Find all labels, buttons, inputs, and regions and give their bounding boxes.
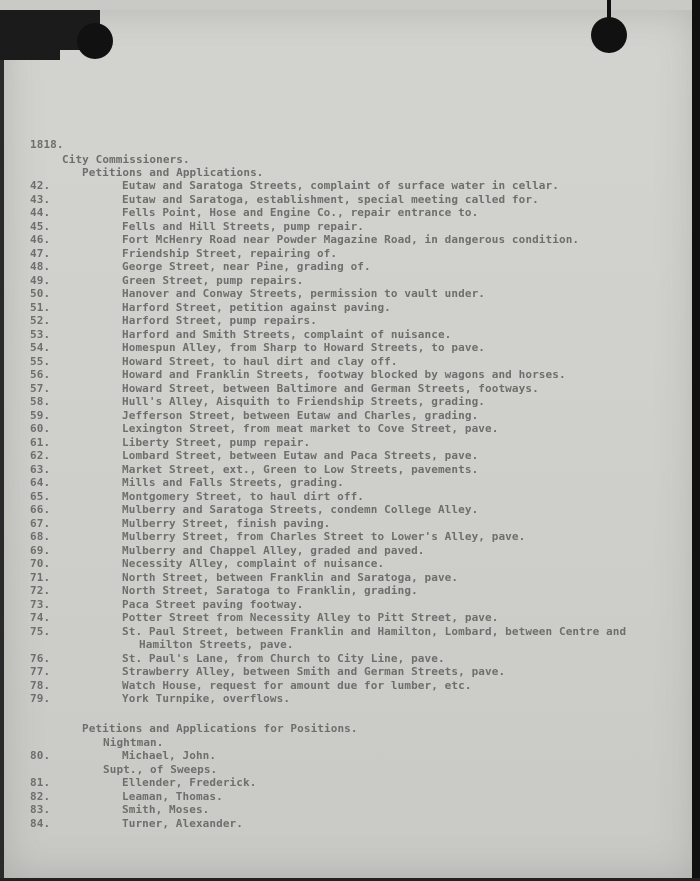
entry-number: 81.: [30, 776, 51, 789]
sweeps-title: Supt., of Sweeps.: [103, 763, 218, 776]
entry-number: 61.: [30, 435, 51, 449]
entry-number: 64.: [30, 476, 51, 489]
entry-text: St. Paul's Lane, from Church to City Line, pave.: [122, 651, 445, 665]
entry-text: Ellender, Frederick.: [122, 776, 257, 789]
entry-number: 69.: [30, 543, 51, 557]
positions-title: Petitions and Applications for Positions.: [82, 722, 358, 735]
entry-number: 62.: [30, 449, 51, 462]
entry-number: 48.: [30, 260, 51, 273]
entry-text: St. Paul Street, between Franklin and Hamilton, Lombard, between Centre and: [122, 624, 627, 638]
entry-number: 53.: [30, 327, 51, 341]
entry-text: Mulberry and Chappel Alley, graded and paved.: [122, 543, 425, 557]
entry-text: Lombard Street, between Eutaw and Paca Streets, pave.: [122, 449, 479, 462]
entry-number: 68.: [30, 530, 51, 543]
entry-text: North Street, Saratoga to Franklin, grading.: [122, 584, 418, 597]
entry-text: Eutaw and Saratoga Streets, complaint of surface water in cellar.: [122, 179, 559, 192]
entry-text: Mulberry Street, from Charles Street to Lower's Alley, pave.: [122, 530, 526, 543]
entry-text: Market Street, ext., Green to Low Streets, pavements.: [122, 462, 479, 476]
entry-text: Mills and Falls Streets, grading.: [122, 476, 344, 489]
entry-text: George Street, near Pine, grading of.: [122, 260, 371, 273]
entry-number: 60.: [30, 422, 51, 435]
entry-number: 78.: [30, 678, 51, 692]
entry-text: Fells Point, Hose and Engine Co., repair entrance to.: [122, 206, 479, 219]
entry-text: Turner, Alexander.: [122, 816, 244, 830]
entry-text: North Street, between Franklin and Saratoga, pave.: [122, 570, 459, 584]
entry-number: 51.: [30, 300, 51, 314]
entry-number: 47.: [30, 246, 51, 260]
entry-text: Harford Street, petition against paving.: [122, 300, 391, 314]
entry-number: 45.: [30, 219, 51, 233]
entry-text: Michael, John.: [122, 749, 217, 762]
entry-number: 66.: [30, 503, 51, 516]
entry-text: Harford and Smith Streets, complaint of nuisance.: [122, 327, 452, 341]
entry-number: 77.: [30, 665, 51, 678]
entry-number: 43.: [30, 192, 51, 206]
entry-text: York Turnpike, overflows.: [122, 692, 291, 705]
entry-number: 76.: [30, 651, 51, 665]
entry-text: Lexington Street, from meat market to Cove Street, pave.: [122, 422, 499, 435]
entry-number: 84.: [30, 816, 51, 830]
binding-tape-edge: [0, 50, 60, 60]
entry-text: Necessity Alley, complaint of nuisance.: [122, 557, 385, 570]
entry-number: 63.: [30, 462, 51, 476]
entry-text: Mulberry Street, finish paving.: [122, 516, 331, 530]
entry-number: 71.: [30, 570, 51, 584]
entry-text: Mulberry and Saratoga Streets, condemn College Alley.: [122, 503, 479, 516]
entry-text: Smith, Moses.: [122, 803, 210, 816]
entry-number: 79.: [30, 692, 51, 705]
entry-number: 57.: [30, 381, 51, 395]
entry-text: Homespun Alley, from Sharp to Howard Streets, to pave.: [122, 341, 486, 354]
entry-text: Howard Street, between Baltimore and German Streets, footways.: [122, 381, 539, 395]
entry-number: 83.: [30, 803, 51, 816]
punch-hole-right: [591, 17, 627, 53]
entry-text: Harford Street, pump repairs.: [122, 314, 317, 327]
entry-text: Eutaw and Saratoga, establishment, special meeting called for.: [122, 192, 539, 206]
entry-number: 74.: [30, 611, 51, 624]
entry-number: 49.: [30, 273, 51, 287]
entry-number: 52.: [30, 314, 51, 327]
entry-text: Potter Street from Necessity Alley to Pitt Street, pave.: [122, 611, 499, 624]
section-title: City Commissioners.: [62, 153, 190, 166]
entry-number: 56.: [30, 368, 51, 381]
entry-number: 50.: [30, 287, 51, 300]
entry-text: Friendship Street, repairing of.: [122, 246, 338, 260]
entry-text: Howard and Franklin Streets, footway blocked by wagons and horses.: [122, 368, 566, 381]
entry-number: 65.: [30, 489, 51, 503]
scan-edge-left: [0, 60, 4, 881]
entry-number: 67.: [30, 516, 51, 530]
entry-text: Montgomery Street, to haul dirt off.: [122, 489, 365, 503]
entry-number: 46.: [30, 233, 51, 246]
entry-number: 42.: [30, 179, 51, 192]
entry-number: 54.: [30, 341, 51, 354]
entry-text: Paca Street paving footway.: [122, 597, 304, 611]
year-heading: 1818.: [30, 138, 64, 151]
punch-hole-left: [77, 23, 113, 59]
entry-text: Watch House, request for amount due for lumber, etc.: [122, 678, 472, 692]
entry-text: Hull's Alley, Aisquith to Friendship Streets, grading.: [122, 395, 486, 408]
entry-text: Liberty Street, pump repair.: [122, 435, 311, 449]
entry-number: 44.: [30, 206, 51, 219]
entry-text: Green Street, pump repairs.: [122, 273, 304, 287]
entry-number: 70.: [30, 557, 51, 570]
watchman-title: Nightman.: [103, 736, 164, 749]
subsection-title: Petitions and Applications.: [82, 166, 264, 179]
entry-text: Strawberry Alley, between Smith and German Streets, pave.: [122, 665, 506, 678]
entry-number: 80.: [30, 749, 51, 762]
entry-number: 73.: [30, 597, 51, 611]
entry-text-continued: Hamilton Streets, pave.: [139, 638, 294, 651]
entry-number: 72.: [30, 584, 51, 597]
entry-number: 75.: [30, 624, 51, 638]
entry-text: Hanover and Conway Streets, permission to vault under.: [122, 287, 486, 300]
scan-edge-right: [692, 0, 700, 881]
entry-text: Fells and Hill Streets, pump repair.: [122, 219, 365, 233]
entry-number: 58.: [30, 395, 51, 408]
entry-text: Leaman, Thomas.: [122, 789, 223, 803]
entry-number: 82.: [30, 789, 51, 803]
entry-text: Jefferson Street, between Eutaw and Charles, grading.: [122, 408, 479, 422]
entry-number: 59.: [30, 408, 51, 422]
entry-text: Fort McHenry Road near Powder Magazine Road, in dangerous condition.: [122, 233, 580, 246]
entry-text: Howard Street, to haul dirt and clay off.: [122, 354, 398, 368]
entry-number: 55.: [30, 354, 51, 368]
